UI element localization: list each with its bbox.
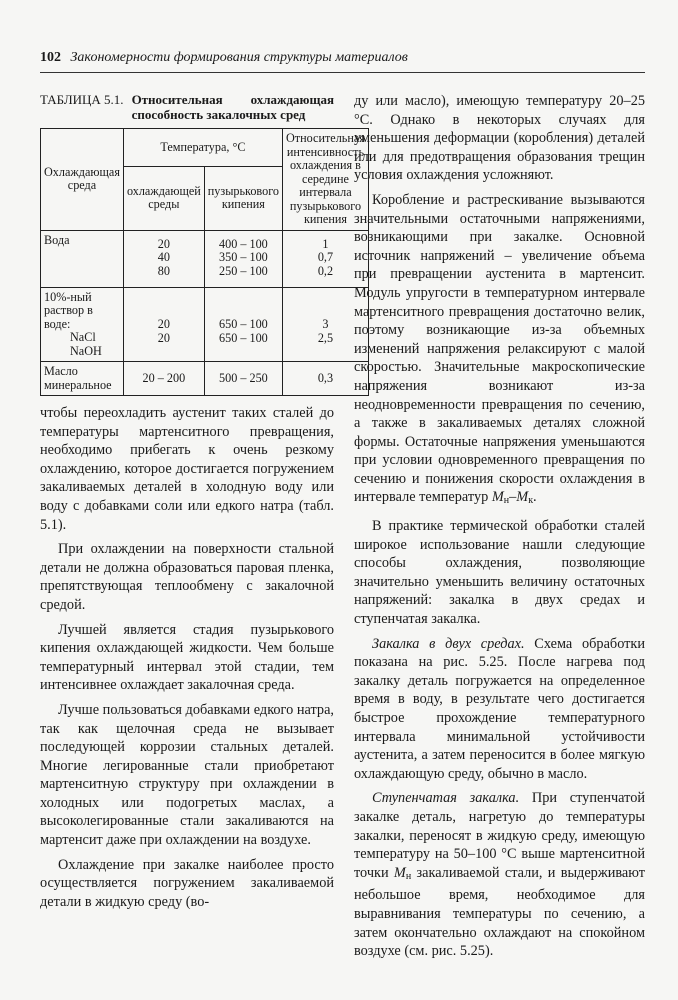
symbol-m-start-2: M xyxy=(393,864,406,881)
table-header-row xyxy=(41,129,369,167)
subscript-n-2: н xyxy=(405,870,412,882)
table-row-solution xyxy=(41,287,369,362)
header-medium-temp: охлаждающей среды xyxy=(123,167,204,230)
page-number: 102 xyxy=(40,50,61,65)
solution-naoh: NaOH xyxy=(70,343,102,358)
header-bubble-temp: пузырькового кипения xyxy=(204,167,282,230)
table-row-oil xyxy=(41,362,369,396)
range-dash: – xyxy=(509,489,517,506)
left-paragraph-2: При охлаждении на поверхности стальной детали не должна образоваться паровая пленка, препятствующая теплообмену с закалочной средой. xyxy=(40,541,334,613)
cell-oil-intensity: 0,3 xyxy=(283,362,369,396)
subscript-k: к xyxy=(528,495,534,507)
table-row-water xyxy=(41,230,369,287)
cell-water-bubble: 400 – 100 350 – 100 250 – 100 xyxy=(204,230,282,287)
running-title: Закономерности формирования структуры материалов xyxy=(70,50,408,65)
header-temperature: Температура, °С xyxy=(123,129,282,167)
left-column xyxy=(40,92,365,911)
cell-solution-name xyxy=(41,287,124,362)
solution-label: 10%-ный раствор в воде: xyxy=(44,289,93,331)
symbol-m-start: M xyxy=(491,489,504,506)
cell-solution-temps: 20 20 xyxy=(123,287,204,362)
cell-oil-name: Масло минеральное xyxy=(41,362,124,396)
left-paragraph-1: чтобы переохладить аустенит таких сталей до температуры мартенситного превращения, необходимо прибегать к очень резкому охлаждению, которое достигается погружением закаливаемых деталей в холодную воду или воду с добавками соли или едкого натра (табл. 5.1). xyxy=(40,405,334,533)
cell-oil-temps: 20 – 200 xyxy=(123,362,204,396)
cell-water-temps: 20 40 80 xyxy=(123,230,204,287)
table-number: ТАБЛИЦА 5.1. xyxy=(40,92,124,107)
right-paragraph-4 xyxy=(354,635,645,784)
left-paragraph-5: Охлаждение при закалке наиболее просто осуществляется погружением закаливаемой детали в жидкую среду (во- xyxy=(40,856,334,910)
two-media-heading: Закалка в двух средах. xyxy=(372,635,525,652)
header-rule xyxy=(40,72,645,73)
cell-oil-bubble: 500 – 250 xyxy=(204,362,282,396)
right-paragraph-3: В практике термической обработки сталей широкое использование нашли следующие способы охлаждения, позволяющие значительно уменьшить величину остаточных напряжений: закалка в двух средах и ступенчатая закалка. xyxy=(354,518,645,628)
left-paragraph-3: Лучшей является стадия пузырькового кипения охлаждающей жидкости. Чем больше температурный интервал этой стадии, тем интенсивнее охлаждает закалочная среда. xyxy=(40,621,334,694)
cell-water-intensity: 1 0,7 0,2 xyxy=(283,230,369,287)
right-column xyxy=(354,92,645,961)
left-paragraph-4: Лучше пользоваться добавками едкого натра, так как щелочная среда не вызывает последующей коррозии стальных деталей. Многие легированные стали приобретают мартенситную структуру при охлаждении в холодных или подогретых маслах, а высоколегированные стали закаливаются на мартенсит даже при охлаждении на воздухе. xyxy=(40,701,334,849)
table-title: Относительная охлаждающая способность закалочных сред xyxy=(131,92,334,122)
right-paragraph-1: ду или масло), имеющую температуру 20–25 °С. Однако в некоторых случаях для уменьшения деформации (коробления) деталей или для предотвращения образования трещин условия охлаждения усложняют. xyxy=(354,93,645,184)
table-caption xyxy=(40,92,334,122)
cooling-table xyxy=(40,128,369,396)
right-paragraph-5 xyxy=(354,789,645,960)
solution-nacl: NaCl xyxy=(70,330,96,344)
cell-solution-intensity: 3 2,5 xyxy=(283,287,369,362)
subscript-n: н xyxy=(503,495,510,507)
step-quench-text-1: При ступенчатой закалке деталь, нагретую до температуры закалки, переносят в жидкую среду, имеющую температуру на 50–100 °С выше мартенситной точки xyxy=(354,790,645,881)
two-media-text: Схема обработки показана на рис. 5.25. После нагрева под закалку деталь погружается на определенное время в воду, в результате чего достигается быстрое прохождение температурного интервала минимальной устойчивости аустенита, а затем переносится в более мягкую охлаждающую среду, обычно в масло. xyxy=(354,635,645,782)
right-paragraph-2 xyxy=(354,191,645,511)
right-paragraph-2-text: Коробление и растрескивание вызываются значительными остаточными напряжениями, возникающими при закалке. Основной источник напряжений – увеличение объема при превращении аустенита в мартенсит. Модуль упругости в температурном интервале мартенситного превращения достаточно велик, поэтому возникающие из-за объемных изменений напряжения релаксируют с малой скоростью. Значительные макроскопические напряжения возникают из-за неодновременности превращения по сечению, а также в закаливаемых деталях сложной формы. Остаточные напряжения уменьшаются при условии одновременного превращения по сечению и понижения скорости охлаждения в интервале температур xyxy=(354,191,645,506)
symbol-m-end: M xyxy=(516,489,529,506)
step-quench-text-2: закаливаемой стали, и выдерживают небольшое время, необходимое для выравнивания температуры по сечению, а затем окончательно охлаждают на спокойном воздухе (см. рис. 5.25). xyxy=(354,864,645,960)
header-medium: Охлаждающая среда xyxy=(41,129,124,231)
cell-water-name: Вода xyxy=(41,230,124,287)
period: . xyxy=(533,489,537,506)
cell-solution-bubble: 650 – 100 650 – 100 xyxy=(204,287,282,362)
step-quench-heading: Ступенчатая закалка. xyxy=(372,790,520,807)
running-header xyxy=(40,50,640,66)
header-intensity: Относительная интенсивность охлаждения в середине интервала пузырькового кипения xyxy=(283,129,369,231)
